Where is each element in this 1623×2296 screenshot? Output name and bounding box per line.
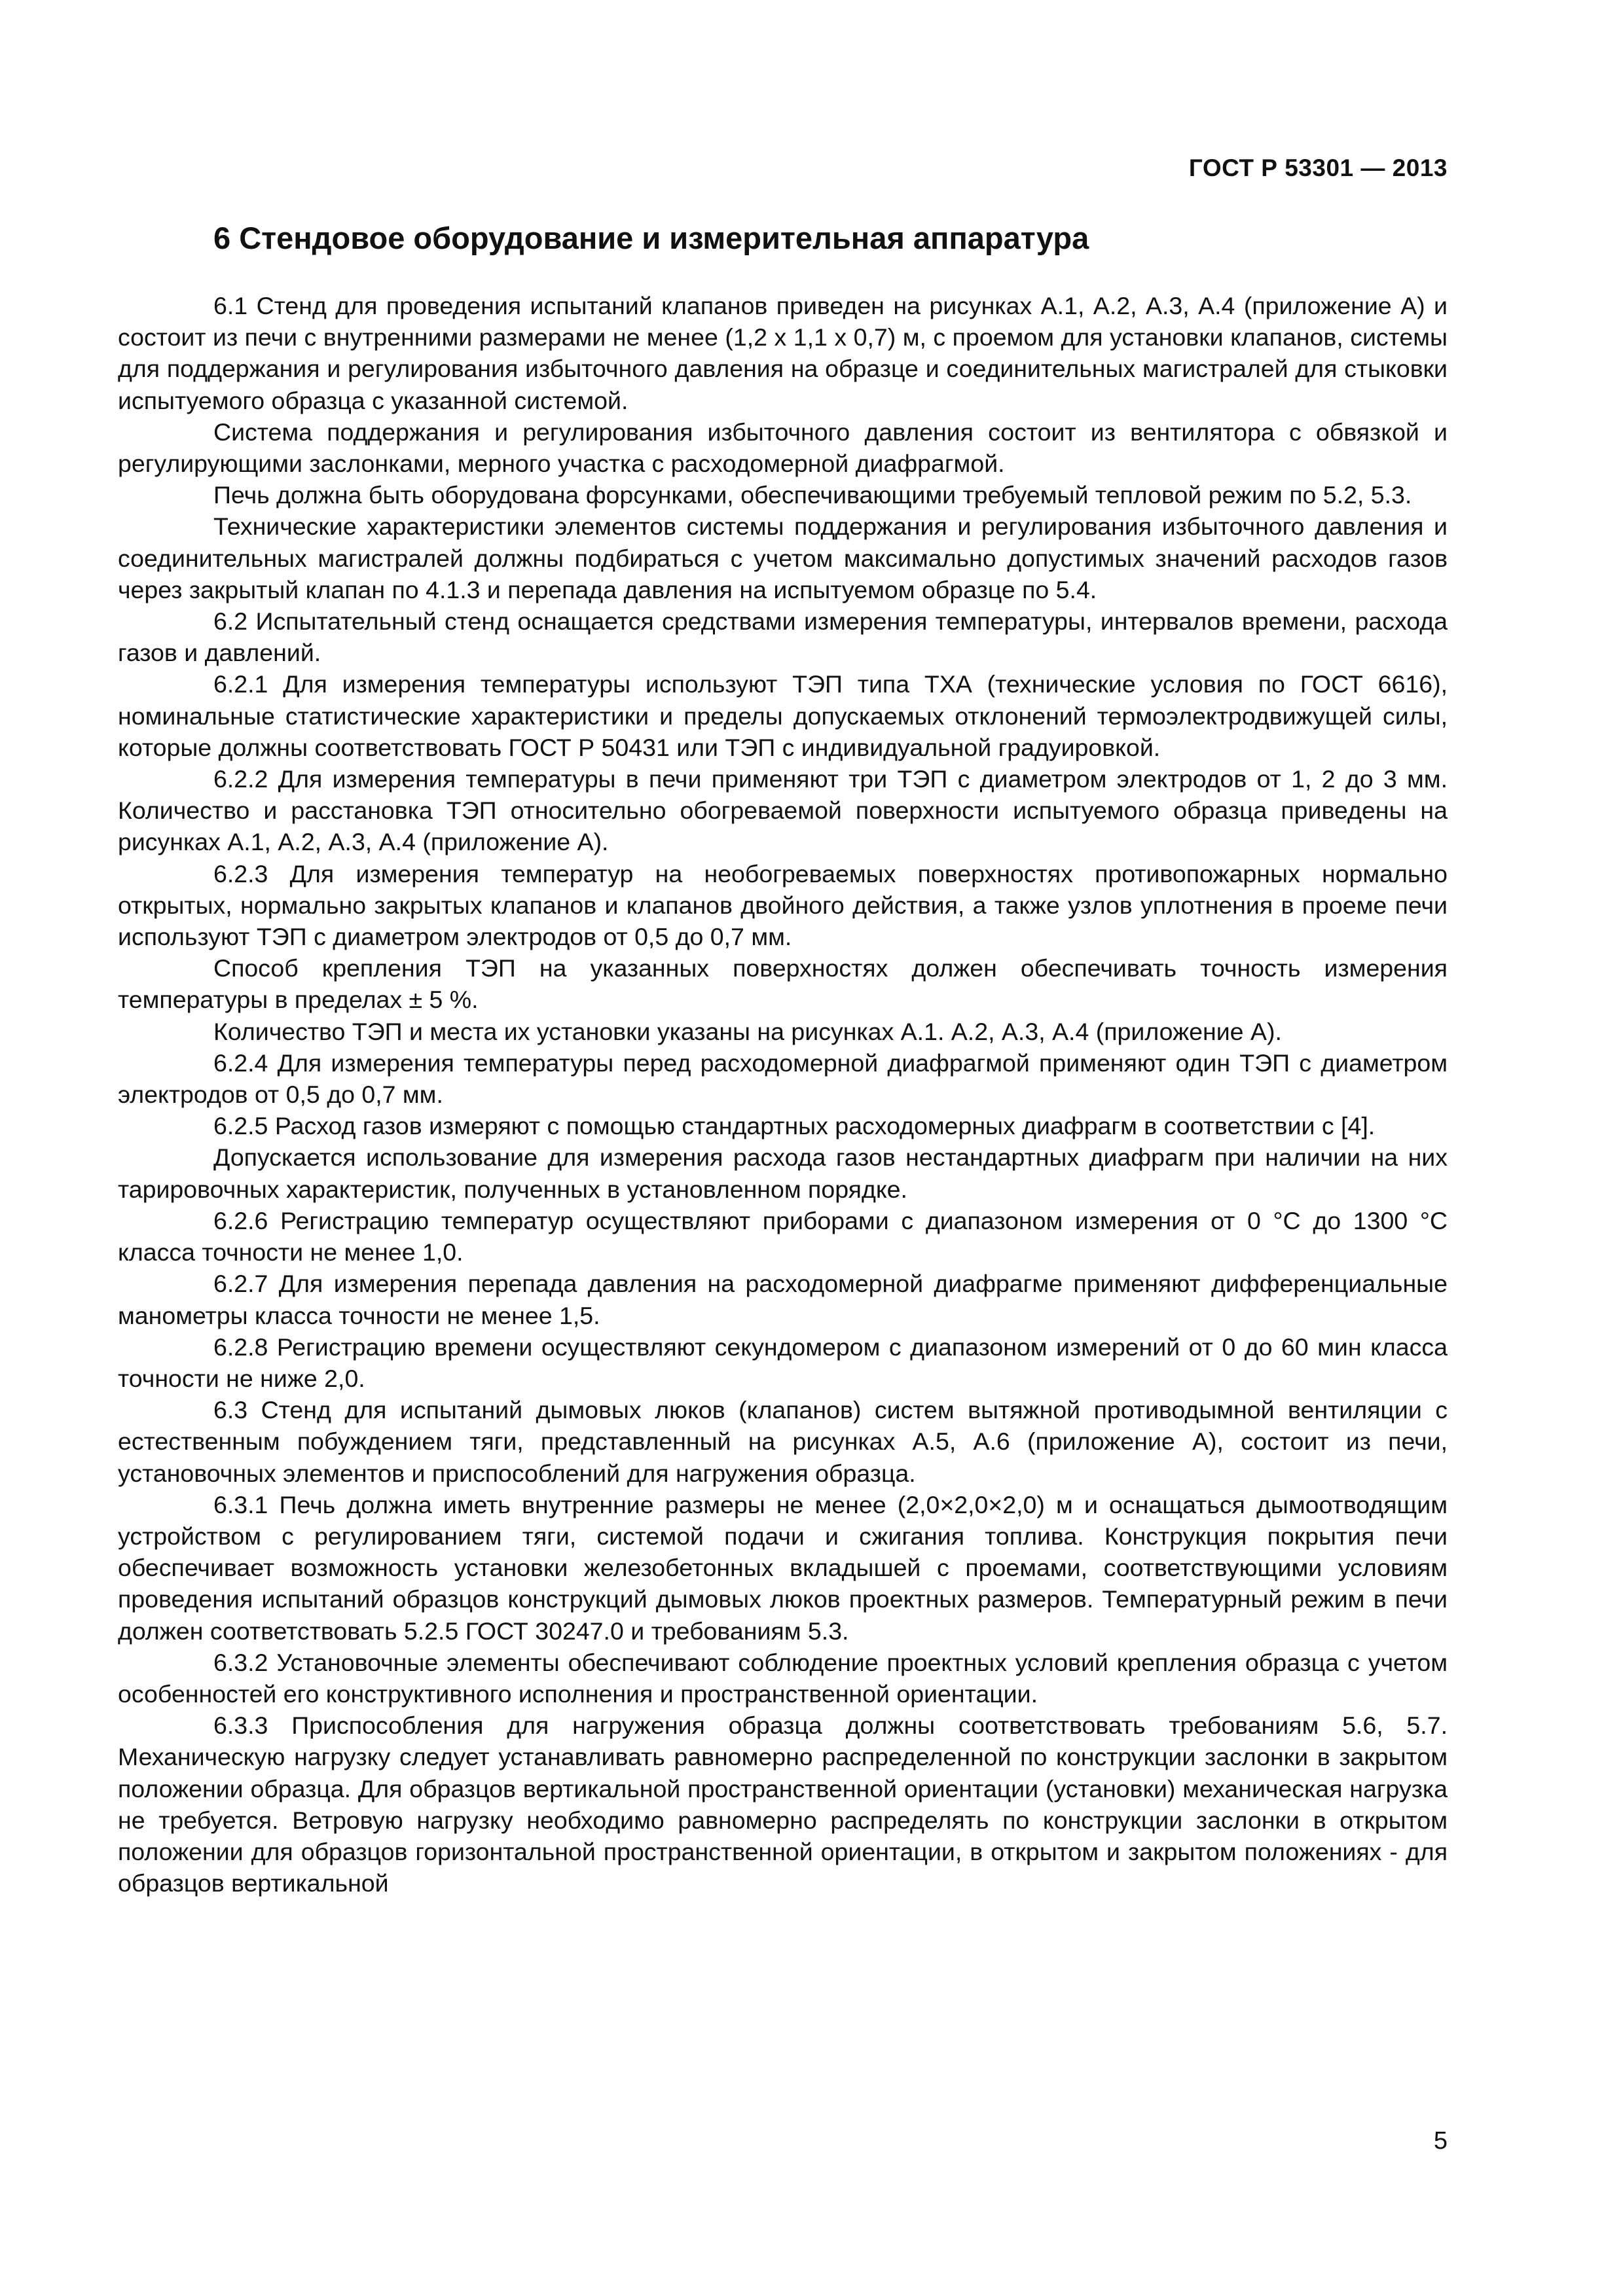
paragraph: 6.2.6 Регистрацию температур осуществляют приборами с диапазоном измерения от 0 °С до 1300 °С класса точности не менее 1,0. [118, 1206, 1448, 1266]
paragraph: 6.2.2 Для измерения температуры в печи применяют три ТЭП с диаметром электродов от 1, 2 до 3 мм. Количество и расстановка ТЭП относительно обогреваемой поверхности испытуемого образца приведены на рисунках А.1, А.2, А.3, А.4 (приложение А). [118, 765, 1448, 856]
paragraph: 6.2.3 Для измерения температур на необогреваемых поверхностях противопожарных нормально открытых, нормально закрытых клапанов и клапанов двойного действия, а также узлов уплотнения в проеме печи используют ТЭП с диаметром электродов от 0,5 до 0,7 мм. [118, 859, 1448, 951]
paragraph: Допускается использование для измерения расхода газов нестандартных диафрагм при наличии на них тарировочных характеристик, полученных в установленном порядке. [118, 1143, 1448, 1203]
paragraph: 6.1 Стенд для проведения испытаний клапанов приведен на рисунках А.1, А.2, А.3, А.4 (приложение А) и состоит из печи с внутренними размерами не менее (1,2 х 1,1 х 0,7) м, с проемом для установки клапанов, системы для поддержания и регулирования избыточного давления на образце и соединительных магистралей для стыковки испытуемого образца с указанной системой. [118, 292, 1448, 414]
paragraph: Способ крепления ТЭП на указанных поверхностях должен обеспечивать точность измерения температуры в пределах ± 5 %. [118, 954, 1448, 1014]
paragraph: 6.2.4 Для измерения температуры перед расходомерной диафрагмой применяют один ТЭП с диаметром электродов от 0,5 до 0,7 мм. [118, 1049, 1448, 1109]
paragraph: 6.3.1 Печь должна иметь внутренние размеры не менее (2,0×2,0×2,0) м и оснащаться дымоотводящим устройством с регулированием тяги, системой подачи и сжигания топлива. Конструкция покрытия печи обеспечивает возможность установки железобетонных вкладышей с проемами, соответствующими условиям проведения испытаний образцов конструкций дымовых люков проектных размеров. Температурный режим в печи должен соответствовать 5.2.5 ГОСТ 30247.0 и требованиям 5.3. [118, 1490, 1448, 1645]
paragraph: 6.2.1 Для измерения температуры используют ТЭП типа ТХА (технические условия по ГОСТ 6616), номинальные статистические характеристики и пределы допускаемых отклонений термоэлектродвижущей силы, которые должны соответствовать ГОСТ Р 50431 или ТЭП с индивидуальной градуировкой. [118, 670, 1448, 761]
paragraph: 6.3 Стенд для испытаний дымовых люков (клапанов) систем вытяжной противодымной вентиляции с естественным побуждением тяги, представленный на рисунках А.5, А.6 (приложение А), состоит из печи, установочных элементов и приспособлений для нагружения образца. [118, 1396, 1448, 1487]
page-number: 5 [1433, 2127, 1448, 2155]
section-body [118, 290, 1448, 1899]
paragraph: 6.3.3 Приспособления для нагружения образца должны соответствовать требованиям 5.6, 5.7. Механическую нагрузку следует устанавливать равномерно распределенной по конструкции заслонки в закрытом положении образца. Для образцов вертикальной пространственной ориентации (установки) механическая нагрузка не требуется. Ветровую нагрузку необходимо равномерно распределять по конструкции заслонки в открытом положении для образцов горизонтальной пространственной ориентации, в открытом и закрытом положениях - для образцов вертикальной [118, 1712, 1448, 1897]
paragraph: 6.2.5 Расход газов измеряют с помощью стандартных расходомерных диафрагм в соответствии с [4]. [213, 1112, 1376, 1140]
paragraph: 6.2.7 Для измерения перепада давления на расходомерной диафрагме применяют дифференциальные манометры класса точности не менее 1,5. [118, 1270, 1448, 1329]
document-header: ГОСТ Р 53301 — 2013 [1188, 154, 1448, 181]
paragraph: Количество ТЭП и места их установки указаны на рисунках А.1. А.2, А.3, А.4 (приложение А). [213, 1017, 1282, 1045]
paragraph: 6.2.8 Регистрацию времени осуществляют секундомером с диапазоном измерений от 0 до 60 мин класса точности не ниже 2,0. [118, 1333, 1448, 1392]
paragraph: Система поддержания и регулирования избыточного давления состоит из вентилятора с обвязкой и регулирующими заслонками, мерного участка с расходомерной диафрагмой. [118, 418, 1448, 478]
paragraph: 6.2 Испытательный стенд оснащается средствами измерения температуры, интервалов времени, расхода газов и давлений. [118, 607, 1448, 667]
paragraph: Технические характеристики элементов системы поддержания и регулирования избыточного давления и соединительных магистралей должны подбираться с учетом максимально допустимых значений расходов газов через закрытый клапан по 4.1.3 и перепада давления на испытуемом образце по 5.4. [118, 512, 1448, 603]
paragraph: Печь должна быть оборудована форсунками, обеспечивающими требуемый тепловой режим по 5.2, 5.3. [213, 481, 1412, 509]
paragraph: 6.3.2 Установочные элементы обеспечивают соблюдение проектных условий крепления образца с учетом особенностей его конструктивного исполнения и пространственной ориентации. [118, 1648, 1448, 1708]
section-title: 6 Стендовое оборудование и измерительная аппаратура [213, 221, 1089, 255]
